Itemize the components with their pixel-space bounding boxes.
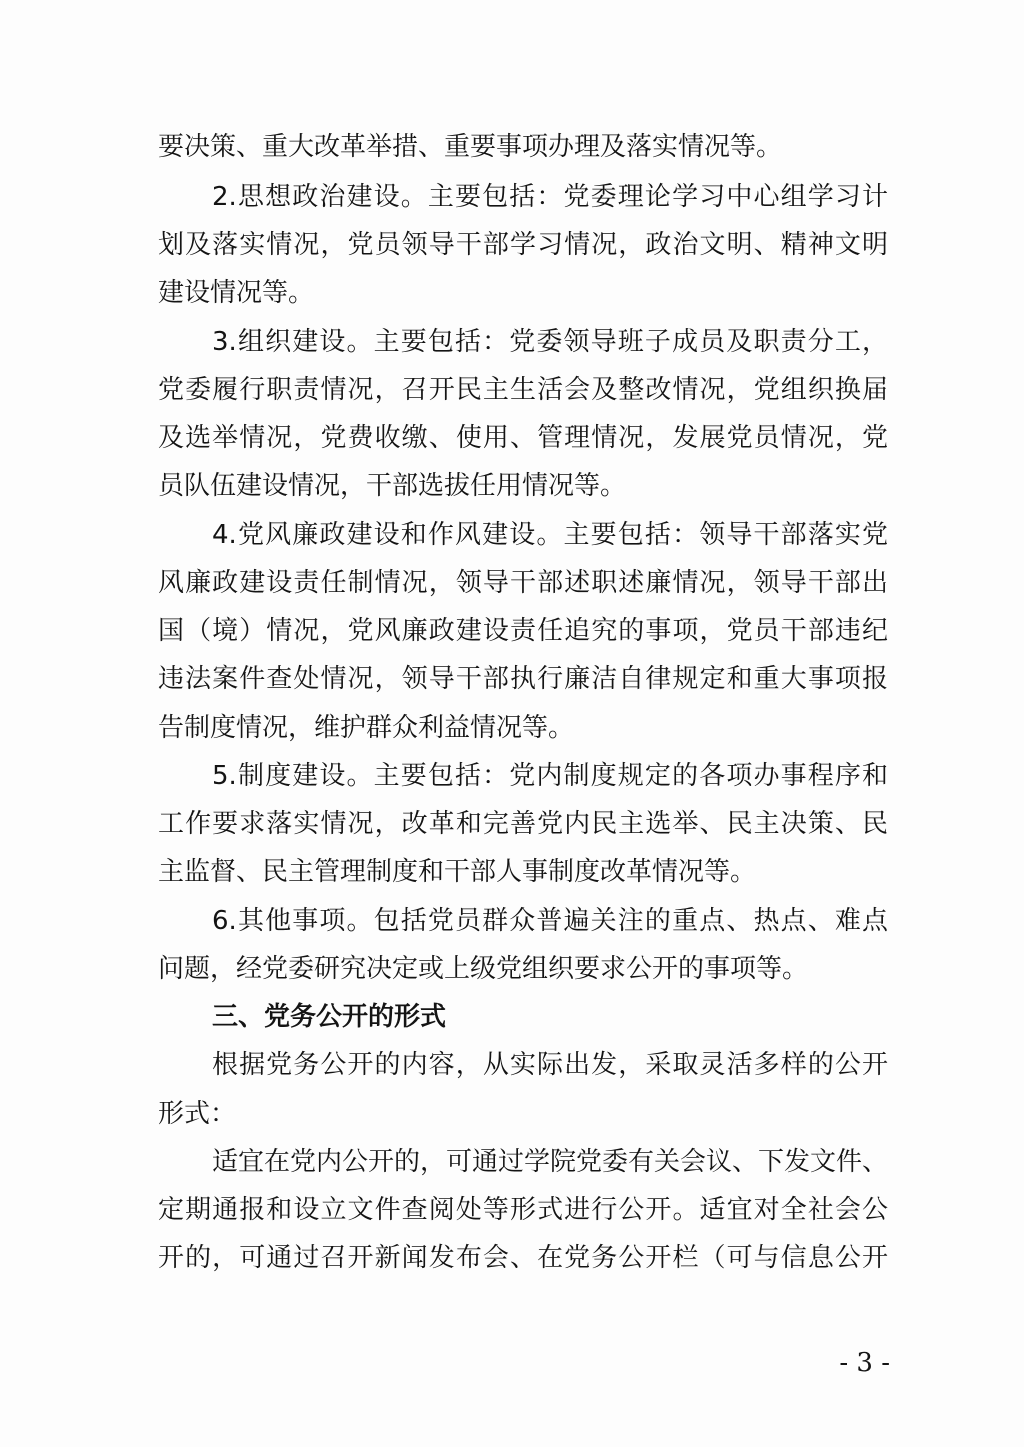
body-line: 员队伍建设情况，干部选拔任用情况等。 xyxy=(158,471,627,501)
body-line: 定期通报和设立文件查阅处等形式进行公开。适宜对全社会公 xyxy=(158,1195,888,1225)
body-line: 划及落实情况，党员领导干部学习情况，政治文明、精神文明 xyxy=(158,230,888,260)
body-line: 违法案件查处情况，领导干部执行廉洁自律规定和重大事项报 xyxy=(158,664,888,694)
body-line: 问题，经党委研究决定或上级党组织要求公开的事项等。 xyxy=(158,954,809,984)
body-line: 形式： xyxy=(158,1099,237,1129)
body-line: 风廉政建设责任制情况，领导干部述职述廉情况，领导干部出 xyxy=(158,568,888,598)
body-line: 建设情况等。 xyxy=(158,278,315,308)
body-line: 根据党务公开的内容，从实际出发，采取灵活多样的公开 xyxy=(212,1050,888,1080)
body-line: 3.组织建设。主要包括：党委领导班子成员及职责分工， xyxy=(212,327,888,357)
body-line: 适宜在党内公开的，可通过学院党委有关会议、下发文件、 xyxy=(212,1147,889,1177)
body-line: 4.党风廉政建设和作风建设。主要包括：领导干部落实党 xyxy=(212,520,888,550)
body-line: 要决策、重大改革举措、重要事项办理及落实情况等。 xyxy=(158,132,783,162)
body-line: 开的，可通过召开新闻发布会、在党务公开栏（可与信息公开 xyxy=(158,1243,888,1273)
page-number: - 3 - xyxy=(839,1348,890,1378)
body-line: 党委履行职责情况，召开民主生活会及整改情况，党组织换届 xyxy=(158,375,888,405)
body-line: 2.思想政治建设。主要包括：党委理论学习中心组学习计 xyxy=(212,182,888,212)
body-line: 工作要求落实情况，改革和完善党内民主选举、民主决策、民 xyxy=(158,809,888,839)
body-line: 5.制度建设。主要包括：党内制度规定的各项办事程序和 xyxy=(212,761,888,791)
section-heading: 三、党务公开的形式 xyxy=(212,1002,447,1032)
body-line: 及选举情况，党费收缴、使用、管理情况，发展党员情况，党 xyxy=(158,423,888,453)
body-line: 6.其他事项。包括党员群众普遍关注的重点、热点、难点 xyxy=(212,906,888,936)
body-line: 国（境）情况，党风廉政建设责任追究的事项，党员干部违纪 xyxy=(158,616,888,646)
body-line: 主监督、民主管理制度和干部人事制度改革情况等。 xyxy=(158,857,757,887)
body-line: 告制度情况，维护群众利益情况等。 xyxy=(158,713,575,743)
